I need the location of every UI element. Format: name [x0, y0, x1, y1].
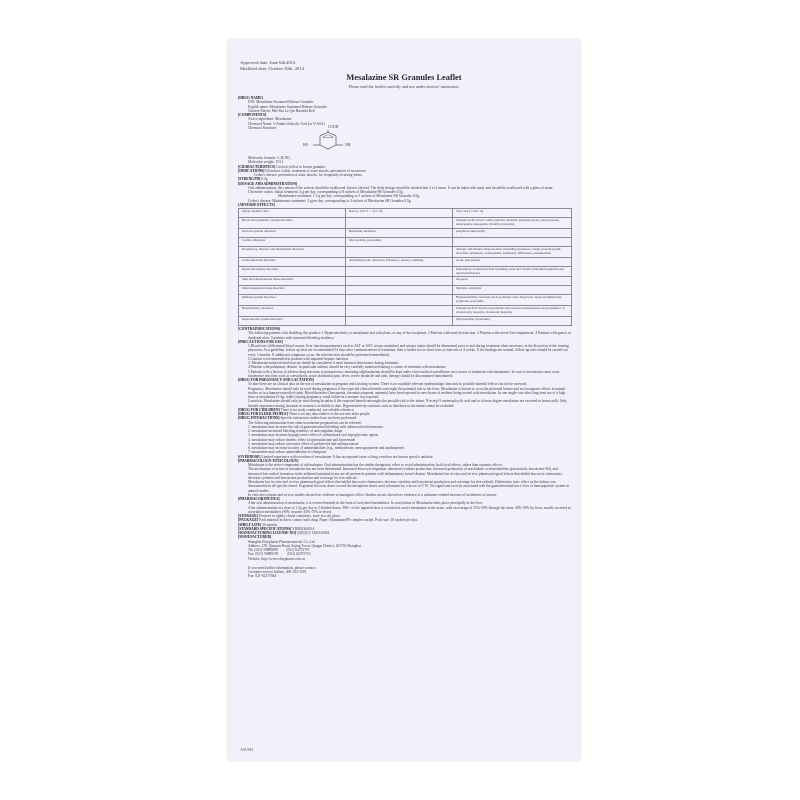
table-cell: Nervous system disorders	[239, 228, 346, 237]
dosage-line: Maintenance treatment: 1.5 g per day, corresponding to 3 sachets of Mesalazine SR Granules 0.5g.	[278, 194, 420, 199]
table-row	[239, 218, 572, 229]
table-cell: Allergic and fibrotic lung reactions (including dyspnoea, cough, bronchospasm, alveolitis, pulmonary eosinophilia, pulmonary infiltration, pneumonitis)	[453, 246, 572, 257]
table-cell	[346, 277, 453, 286]
table-row	[239, 295, 572, 306]
storage-text: Preserve in tightly closed containers, store in a dry place.	[258, 514, 341, 519]
section-heading-interactions: [DRUG INTERACTIONS]	[238, 416, 280, 421]
table-cell: Alopecia	[453, 277, 572, 286]
approval-dates	[240, 60, 304, 71]
dosage-line: Crohn's disease: Maintenance treatment: 2 g per day, corresponding to 4 sachets of Mesalazine SR Granules 0.5g.	[248, 198, 412, 203]
table-header-cell: Rare (≥ 0.01% ~ <0.1 %)	[346, 209, 453, 218]
table-cell	[346, 266, 453, 277]
section-heading-indications: [INDICATIONS]	[238, 168, 265, 173]
license-text: 国药准字 H20143304	[296, 531, 330, 536]
interaction-line: 3. mesalazine may increase hypoglycemic effect of sulfonylurea oral hypoglycemic agents	[248, 433, 379, 438]
components-line: Chemical Structure:	[248, 125, 277, 130]
section-heading-strength: [STRENGTH]	[238, 177, 261, 182]
table-cell: Hepatobiliary disorders	[239, 306, 346, 317]
nh2-label: NH₂	[345, 143, 352, 147]
page-code: ASUM1	[240, 747, 254, 752]
children-text: There is no study conducted, not reliable reference.	[280, 407, 355, 412]
table-cell: Skin and subcutaneous tissue disorders	[239, 277, 346, 286]
table-header-cell: Organ System Class	[239, 209, 346, 218]
table-cell: Hypersensitivity reactions such as allergic rash, drug fever, lupus erythematosus syndrome, pancolitis	[453, 295, 572, 306]
table-cell	[346, 286, 453, 295]
leaflet-body	[238, 96, 572, 579]
section-heading-manufacturer: [MANUFACTURER]	[238, 535, 272, 540]
dosage-line: Oral administration, the content of the sachets should be swallowed, but not chewed. The daily dosage should be divided into 3 to 4 times. It can be taken with meal, and should be swallowed with a glass of water.	[248, 185, 554, 190]
interaction-line: 6. mesalazine may increase toxicity of antimetabolites (e.g., methotrexate, mercaptopurine and azathioprine)	[248, 446, 405, 451]
table-cell	[346, 218, 453, 229]
table-cell: Blood and lymphatic system disorders	[239, 218, 346, 229]
section-heading-pharmacokinetics: [PHARMACOKINETICS]	[238, 497, 280, 502]
table-row	[239, 257, 572, 266]
molecular-weight: Molecular weight: 153.1	[248, 160, 284, 165]
precaution-line: 5.Patients with a history of adverse drug reactions to preparations containing sulphasalazine should be kept under close medical surveillance on a course of treatment with mesalazine. In case of mesalazine cause acute intolerance reactions such as convulsions, acute abdominal pain, fever, severe headache and rash, therapy should be discontinued immediately.	[248, 369, 560, 378]
table-row	[239, 246, 572, 257]
section-heading-standard: [STANDARD SPECIFICATIONS]	[238, 526, 292, 531]
section-heading-license: [MANUFACTURING LICENSE NO]	[238, 531, 297, 536]
dosage-line: Ulcerative colitis: Initial treatment: 4 g per day, corresponding to 8 sachets of Mesalazine SR Granules 0.5g.	[248, 190, 404, 194]
precaution-line: 3. Mesalazine-induced renal toxicity should be considered if renal function deteriorates during treatment.	[248, 361, 400, 366]
section-heading-elderly: [DRUG FOR ELDER PEOPLE]	[238, 412, 289, 417]
drug-name-line: Chinese Pinyin: Mei Sha La Qin Huanshi Keli	[248, 108, 315, 113]
section-heading-adverse: [ADVERSE EFFECTS]	[238, 202, 275, 207]
interaction-line: 4. mesalazine may reduce diuretic effect of spironolactone and furosemide	[248, 437, 356, 442]
interaction-line: 7. mesalazine may reduce antimetabolite of rifampicin	[248, 450, 327, 455]
ho-label: HO	[303, 143, 309, 147]
indication-line: Ulcerative colitis: treatment of acute attacks, prevention of recurrence.	[265, 168, 367, 173]
shelf-life-text: 36 months	[262, 522, 278, 527]
table-header-cell: Very rare (< 0.01 %)	[453, 209, 572, 218]
pharmacology-line: Mesalazine is the active component of sulfasalazine. Oral administration has the similar therapeutic effect to rectal administration, both local effects, rather than systemic effects.	[248, 463, 503, 468]
drug-name-line: INN: Mesalazine Sustained Release Granules	[248, 100, 314, 105]
table-row	[239, 306, 572, 317]
section-heading-package: [PACKAGE]	[238, 518, 259, 523]
manufacturer-line: Tel: (021) 59889898 (021) 62375707	[248, 548, 310, 553]
table-row	[239, 237, 572, 246]
indication-line: Crohn's disease: prevention of acute attacks, for frequently recurring forms.	[254, 173, 363, 177]
strength-text: 0.5g	[261, 177, 268, 182]
section-heading-storage: [STORAGE]	[238, 514, 258, 519]
pregnancy-line: To date there are no clinical data on the use of mesalazine in pregnant and lactating women. There is no available relevant epidemiologic data and its possible harmful effects can not be assessed.	[248, 382, 528, 387]
interaction-line: 1. mesalazine may increase the risk of gastrointestinal bleeding with adrenocortical hormones	[248, 424, 383, 429]
contact-line: Fax: 021-62375944	[248, 574, 277, 579]
table-row	[239, 277, 572, 286]
table-cell: Musculoskeletal tissue disorders	[239, 286, 346, 295]
section-heading-contraindications: [CONTRAINDICATIONS]	[238, 327, 281, 332]
elderly-text: There is no any data relative to the use into elder people.	[288, 412, 371, 417]
leaflet-title: Mesalazine SR Granules Leaflet	[346, 73, 462, 82]
molecular-formula: Molecular formula: C₇H₇NO₃	[248, 156, 291, 160]
table-cell: Acute pancreatitis	[453, 257, 572, 266]
table-cell: Changes in liver function parameters (increase in transaminases and parameters of cholestasis), hepatitis, cholestatic hepatitis	[453, 306, 572, 317]
table-cell: Changes in the blood counts (aplastic anaemia, agranulocytosis, pancytopenia, neutropenia, leukopenia, thrombocytopenia)	[453, 218, 572, 229]
components-line: Active ingredient: Mesalazine	[248, 117, 292, 122]
lactation-line: Lactation: Mesalazine should only be used during lactation if the expected benefit outweighs the possible risk to the infant. N-acetyl-5-aminosalicylic acid and to a lesser degree mesalazine are excreted in breast milk. Only limited experience during lactation in women is available to date. Hypersensitivity reactions such as diarrhoea in the infant cannot be excluded.	[248, 399, 567, 408]
table-cell: Abdominal pain, diarrhoea, flatulence, nausea, vomiting	[346, 257, 453, 266]
table-cell	[346, 317, 453, 326]
table-cell	[346, 246, 453, 257]
table-cell: peripheral neuropathy	[453, 228, 572, 237]
package-text: Pack material in direct contact with drug: Paper /Aluminum/PE complex sachet. Pack size: 18 sachets per box.	[259, 518, 419, 523]
table-cell: Myocarditis, pericarditis	[346, 237, 453, 246]
contraindications-text: The following patients with disabling this product: 1.Hypersensitivity to mesalazine and salicylates, or any of the excipients. 2 Patients with renal dysfunction. 3 Patients with severe liver impairment. 4 Patients with gastric or duodenal ulcer. 5 patients with increased bleeding tendency.	[248, 331, 572, 340]
pregnancy-line: Pregnancy: Mesalazine should only be used during pregnancy if the expected clinical benefit outweighs the potential risk to the fetus. Mesalazine is known to cross the placental barrier and no teratogenic effects in animal studies or in a human-controlled study. Blood disorders (leucopenia, thrombocytopenia, anaemia) have been reported in new-borns of mothers being treated with mesalazine. In one single case after long term use of a high dose of mesalazine (2-4g, orally) during pregnancy, renal failure in a neonate was reported.	[248, 386, 566, 400]
pharmacology-line: Mesalazine has in-vitro and in-vivo pharmacological effects that inhibit leucocyte chemotaxis, decrease cytokine and leucotriene production and scavenge for free radicals. Deleterious toxic effect on the kidney was demonstrated in all specific tested. In general the toxic doses exceed the therapeutic doses used in humans by a factor of 5-10. No significant toxicity associated with the gastrointestinal tract, liver or hematopoietic system in animal studies.	[248, 480, 569, 493]
table-header-row	[239, 209, 572, 218]
section-heading-overdose: [OVERDOSE]	[238, 454, 261, 459]
manufacturer-line: Fax: (021) 59889199 (021) 62375710	[248, 552, 311, 557]
pharmacology-line: The mechanism of action of mesalazine has not been determined. Increased leucocyte migration, abnormal cytokine production, increased production of arachidonic acid metabolites (particularly leucotriene B4), and increased free radical formation in the inflamed intestinal tissue are all present in patients with inflammatory bowel disease. Mesalazine has in-vitro and in-vivo pharmacological effects that inhibit leucocyte chemotaxis, decrease cytokine and leucotriene production and scavenge for free radicals.	[248, 467, 563, 480]
section-heading-dosage: [DOSAGE AND ADMINISTRATION]	[238, 181, 298, 186]
table-row	[239, 286, 572, 295]
components-line: Chemical Name: 5-Amino Salicylic Acid (or 5-ASA)	[248, 121, 325, 126]
section-heading-children: [DRUG FOR CHILDREN]	[238, 407, 280, 412]
modified-date: Modified date: October 30th, 2014	[240, 65, 304, 71]
drug-name-line: English name: Mesalazine Sustained Release Granules	[248, 104, 327, 109]
contact-line: If you need further information, please contact:	[248, 565, 316, 570]
precaution-line: 2.Caution is recommended in patients with impaired hepatic function.	[248, 356, 349, 361]
manufacturer-line: Website: http://www.ethypharm.com.cn	[248, 556, 306, 561]
table-row	[239, 266, 572, 277]
leaflet-sheet	[228, 40, 580, 760]
characteristics-text: Greyish yellow to brown granules.	[276, 164, 327, 169]
table-row	[239, 317, 572, 326]
table-cell: Gastrointestinal disorders	[239, 257, 346, 266]
table-cell: Myalgia, arthralgia	[453, 286, 572, 295]
section-heading-pregnancy: [DRUG FOR PREGNANCY AND LACTATION]	[238, 378, 314, 383]
section-heading-characteristics: [CHARACTERISTICS]	[238, 164, 276, 169]
adverse-effects-table	[238, 208, 572, 326]
table-cell: Respiratory, thoracic and mediastinal disorders	[239, 246, 346, 257]
cooh-label: COOH	[328, 125, 339, 129]
table-cell: Renal and urinary disorders	[239, 266, 346, 277]
interaction-line: 5. mesalazine may reduce uricosuric effect of probenecid and sulfinpyrazone	[248, 441, 359, 446]
manufacturer-line: Shanghai Ethypharm Pharmaceuticals Co.,Ltd	[248, 539, 315, 544]
chemical-structure	[298, 125, 572, 156]
table-cell: Impairment of renal function including acute and chronic interstitial nephritis and renal insufficiency	[453, 266, 572, 277]
precaution-line: 1.Blood tests (differential blood counts; liver function parameters such as ALT or AST; serum creatinine) and urinary status should be determined prior to and during treatment when necessary, at the discretion of the treating physician. As a guideline, follow up tests are recommended 14 days after commencement of treatment, then a further two to three tests at intervals of 4 weeks. If the findings are normal, follow-up tests should be carried out every 3 months. If additional symptoms occur, the relevant tests should be performed immediately.	[248, 344, 569, 357]
table-cell: Headache, dizziness	[346, 228, 453, 237]
table-cell: Cardiac disorders	[239, 237, 346, 246]
section-heading-pharmacology: [PHARMACOLOGY-TOXICOLOGY]	[238, 458, 299, 463]
section-heading-shelf-life: [SHELF LIFE]	[238, 522, 262, 527]
precaution-line: 4.Patients with pulmonary disease, in particular asthma, should be very carefully monitored during a course of treatment with mesalazine.	[248, 365, 447, 370]
pharmacokinetics-line: After oral administration of mesalazine, it is excreted mainly in the form of acetylated metabolites. Its acetylation of Mesalazine takes place principally in the liver.	[248, 501, 483, 506]
standard-text: YBH02362014	[292, 526, 315, 531]
section-heading-precautions: [PRECAUTIONS FOR USE]	[238, 339, 283, 344]
leaflet-subtitle: Please read the leaflet carefully and use under doctors' instruction.	[348, 84, 460, 89]
table-cell: Oligospermia (reversible)	[453, 317, 572, 326]
table-cell	[346, 306, 453, 317]
manufacturer-line: Address: 278, Qianyan Road, Sujing Town, Qingpu District, 201702 Shanghai	[248, 543, 361, 548]
pharmacology-line: In vitro test systems and in vivo studies showed no evidence of mutagenic effect. Studies on rats showed no evidence of a substance-related increase of incidences of tumors.	[248, 492, 498, 497]
table-cell	[453, 237, 572, 246]
table-cell: Reproductive system disorders	[239, 317, 346, 326]
section-heading-components: [COMPONENTS]	[238, 113, 267, 117]
overdose-text: Limited experience with overdose of mesalazine. It has no reported cases of drug overdose are known specific antidote.	[261, 454, 434, 459]
interaction-line: 2. mesalazine increased bleeding tendency of anticoagulant drugs	[248, 429, 343, 434]
interaction-line: The following information from other mesalazine preparations can be referred:	[248, 420, 362, 425]
contact-line: Customer service hotline: 400-102-3319	[248, 570, 307, 575]
pharmacokinetics-line: After administration at a dose of 1.5g per day in 3 divided doses, 30%~ of the ingested dose is excreted as acetyl mesalazine in the urine, with an average of 35%-50% through the urine, 40%-50% by feces, mostly excreted as acetylation metabolites (90% in urine, 65%-70% in feces).	[248, 505, 571, 514]
table-row	[239, 228, 572, 237]
section-heading-drug-name: [DRUG NAME]	[238, 96, 263, 100]
table-cell: Immune system disorders	[239, 295, 346, 306]
approved-date: Approved date: June 6th,2014	[240, 60, 296, 65]
interactions-text: Specific interaction studies have not been performed.	[280, 416, 358, 421]
table-cell	[346, 295, 453, 306]
